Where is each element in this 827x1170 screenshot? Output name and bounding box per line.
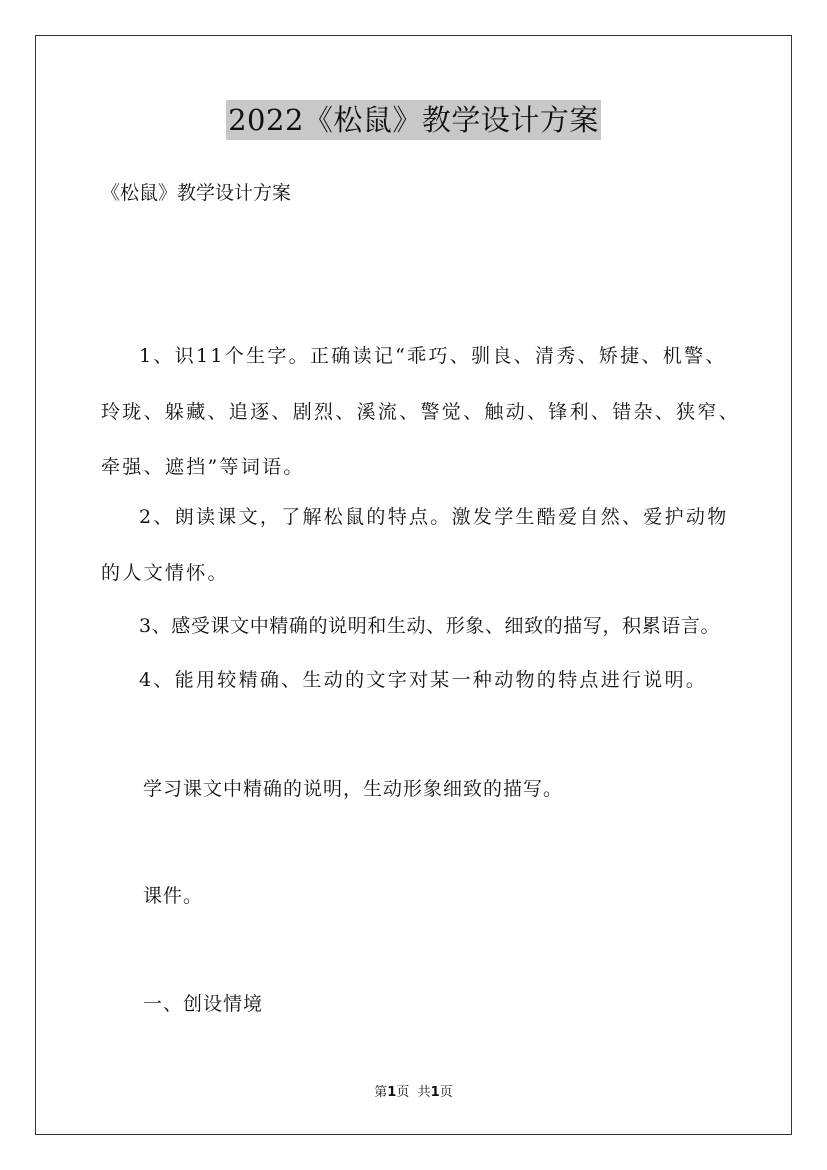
objective-paragraph-4: 4、能用较精确、生动的文字对某一种动物的特点进行说明。 bbox=[139, 669, 708, 691]
objective-paragraph-2: 2、朗读课文，了解松鼠的特点。激发学生酷爱自然、爱护动物的人文情怀。 bbox=[101, 506, 729, 584]
document-title bbox=[0, 100, 827, 140]
footer-total-number: 1 bbox=[430, 1085, 440, 1100]
key-point-line: 学习课文中精确的说明，生动形象细致的描写。 bbox=[143, 778, 564, 800]
section-heading: 一、创设情境 bbox=[143, 993, 264, 1015]
footer-page-suffix: 页 bbox=[396, 1085, 410, 1100]
footer-total-prefix: 共 bbox=[417, 1085, 431, 1100]
objective-paragraph-3: 3、感受课文中精确的说明和生动、形象、细致的描写，积累语言。 bbox=[139, 615, 721, 637]
materials-line: 课件。 bbox=[143, 885, 204, 907]
footer-total-suffix: 页 bbox=[439, 1085, 453, 1100]
footer-page-prefix: 第 bbox=[374, 1085, 388, 1100]
document-title-text: 2022《松鼠》教学设计方案 bbox=[226, 100, 601, 140]
objective-paragraph-1: 1、识11个生字。正确读记“乖巧、驯良、清秀、矫捷、机警、玲珑、躲藏、追逐、剧烈、溪流、警觉、触动、锋利、错杂、狭窄、牵强、遮挡”等词语。 bbox=[101, 345, 741, 478]
document-subtitle: 《松鼠》教学设计方案 bbox=[101, 182, 292, 204]
footer-page-number: 1 bbox=[387, 1085, 397, 1100]
page-footer bbox=[0, 1084, 827, 1102]
